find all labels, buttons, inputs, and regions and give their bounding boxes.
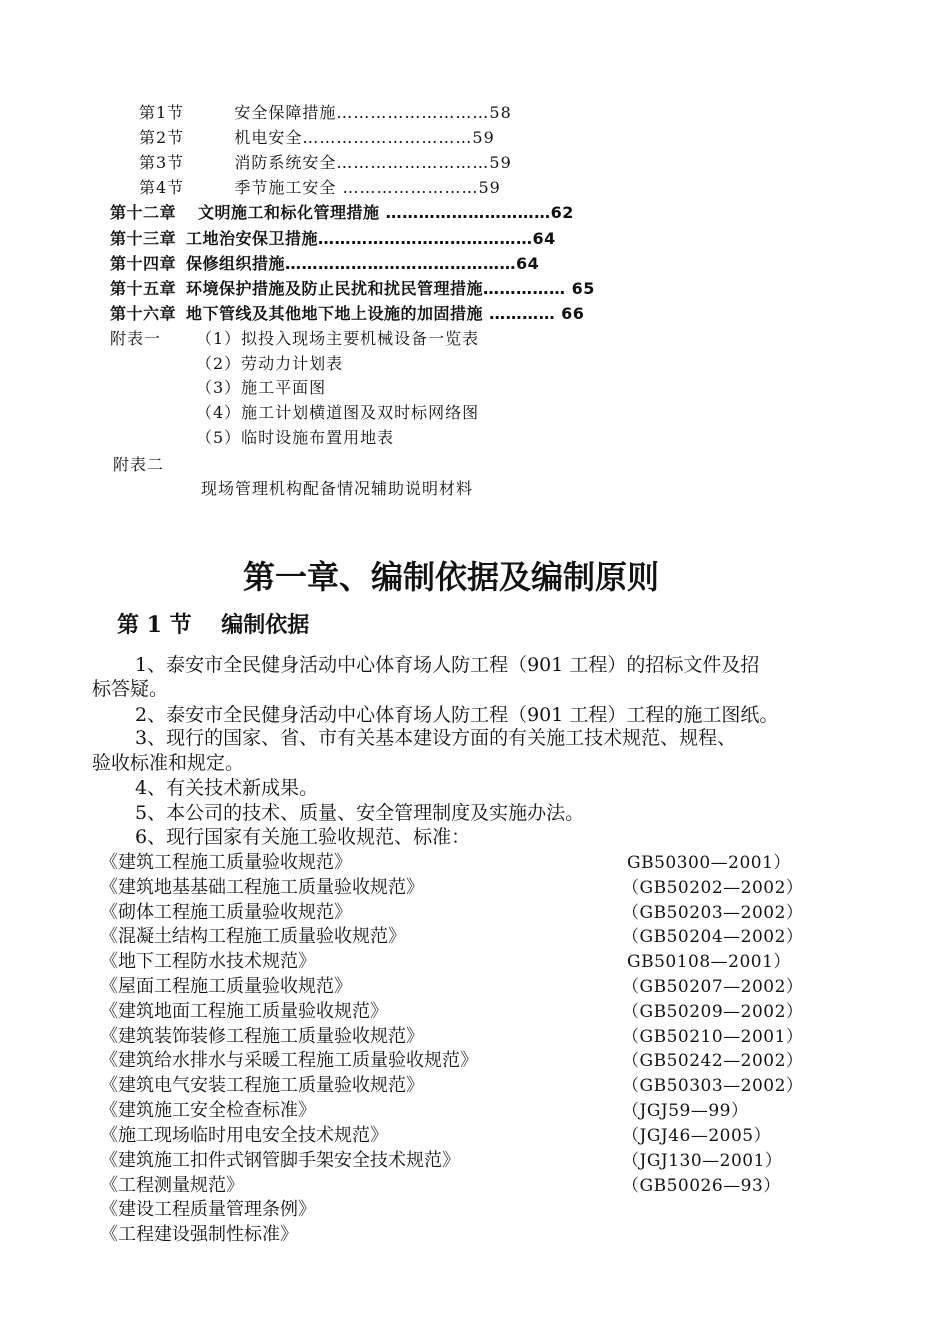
paragraph-4: 4、有关技术新成果。	[135, 777, 319, 799]
standard-name: 《混凝土结构工程施工质量验收规范》	[100, 926, 406, 947]
toc-page-number: 58	[489, 103, 512, 122]
toc-section-number: 第4节	[139, 178, 185, 197]
toc-leader-dots: …………………………	[302, 128, 473, 147]
standard-name: 《建筑装饰装修工程施工质量验收规范》	[100, 1026, 424, 1047]
standard-code: （JGJ46—2005）	[622, 1126, 772, 1146]
standard-name: 《施工现场临时用电安全技术规范》	[100, 1125, 388, 1146]
toc-section-3	[139, 150, 512, 173]
toc-chapter-15	[110, 276, 595, 299]
toc-chapter-13	[110, 226, 556, 249]
toc-page-number: 59	[472, 128, 495, 147]
toc-chapter-label: 第十五章	[110, 279, 177, 298]
appendix-2-label: 附表二	[113, 455, 165, 474]
paragraph-3: 3、现行的国家、省、市有关基本建设方面的有关施工技术规范、规程、	[135, 727, 737, 749]
toc-leader-dots: ………………………	[336, 153, 490, 172]
toc-section-4	[139, 175, 501, 198]
paragraph-1-continuation: 标答疑。	[92, 678, 169, 700]
toc-section-title: 安全保障措施	[234, 103, 337, 122]
appendix-1-item: （3）施工平面图	[196, 378, 327, 397]
toc-chapter-title: 保修组织措施	[186, 254, 286, 273]
standard-code: （JGJ59—99）	[622, 1101, 749, 1121]
standard-code: （GB50242—2002）	[622, 1051, 804, 1071]
appendix-2-item: 现场管理机构配备情况辅助说明材料	[201, 479, 474, 498]
standard-code: （GB50303—2002）	[622, 1076, 804, 1096]
toc-chapter-label: 第十四章	[110, 254, 177, 273]
toc-section-2	[139, 125, 495, 148]
standard-code: （GB50203—2002）	[622, 903, 804, 923]
toc-page-number: 64	[516, 254, 540, 273]
toc-page-number: 62	[550, 203, 574, 222]
toc-section-number: 第3节	[139, 153, 185, 172]
appendix-1-label: 附表一	[110, 329, 162, 348]
standard-name: 《工程测量规范》	[100, 1175, 244, 1196]
toc-leader-dots: ……………………	[336, 178, 479, 197]
standard-name: 《建筑地基基础工程施工质量验收规范》	[100, 877, 424, 898]
toc-section-title: 消防系统安全	[234, 153, 337, 172]
standard-name: 《建筑地面工程施工质量验收规范》	[100, 1001, 388, 1022]
appendix-1-item: （2）劳动力计划表	[196, 354, 344, 373]
standard-code: （JGJ130—2001）	[622, 1151, 783, 1171]
standard-code: （GB50202—2002）	[622, 878, 804, 898]
standard-name: 《地下工程防水技术规范》	[100, 951, 316, 972]
toc-page-number: 64	[532, 229, 556, 248]
standard-name: 《建筑电气安装工程施工质量验收规范》	[100, 1075, 424, 1096]
toc-leader-dots: …………………………	[379, 203, 551, 222]
standard-name: 《建筑施工安全检查标准》	[100, 1100, 316, 1121]
toc-leader-dots: …………………………………	[318, 229, 533, 248]
toc-chapter-label: 第十三章	[110, 229, 177, 248]
toc-section-title: 季节施工安全	[234, 178, 337, 197]
toc-section-number: 第1节	[139, 103, 185, 122]
toc-chapter-label: 第十二章	[110, 203, 177, 222]
toc-chapter-label: 第十六章	[110, 304, 177, 323]
toc-section-title: 机电安全	[234, 128, 303, 147]
standard-code: （GB50210—2001）	[622, 1027, 804, 1047]
toc-page-number: 59	[489, 153, 512, 172]
toc-leader-dots: ………………………	[336, 103, 490, 122]
paragraph-2: 2、泰安市全民健身活动中心体育场人防工程（901 工程）工程的施工图纸。	[135, 704, 779, 726]
standard-name: 《建筑施工扣件式钢管脚手架安全技术规范》	[100, 1150, 460, 1171]
standard-name: 《建筑工程施工质量验收规范》	[100, 852, 352, 873]
toc-page-number: 65	[571, 279, 595, 298]
standard-name: 《砌体工程施工质量验收规范》	[100, 902, 352, 923]
appendix-1-item: （1）拟投入现场主要机械设备一览表	[196, 329, 480, 348]
toc-chapter-title: 环境保护措施及防止民扰和扰民管理措施	[186, 279, 484, 298]
section-title: 第 1 节 编制依据	[117, 612, 310, 638]
toc-chapter-16	[110, 301, 584, 324]
paragraph-1: 1、泰安市全民健身活动中心体育场人防工程（901 工程）的招标文件及招	[135, 654, 760, 676]
toc-leader-dots: …………	[483, 304, 562, 323]
standard-name: 《建设工程质量管理条例》	[100, 1199, 316, 1220]
standard-name: 《屋面工程施工质量验收规范》	[100, 976, 352, 997]
appendix-1-item: （4）施工计划横道图及双时标网络图	[196, 403, 480, 422]
paragraph-5: 5、本公司的技术、质量、安全管理制度及实施办法。	[135, 802, 585, 824]
standard-name: 《工程建设强制性标准》	[100, 1224, 298, 1245]
toc-chapter-title: 工地治安保卫措施	[186, 229, 319, 248]
toc-section-1	[139, 100, 512, 123]
standard-code: （GB50209—2002）	[622, 1002, 804, 1022]
toc-chapter-12	[110, 200, 574, 223]
toc-page-number: 59	[478, 178, 501, 197]
toc-leader-dots: ……………………………………	[285, 254, 517, 273]
standard-code: GB50300—2001）	[627, 853, 791, 873]
toc-page-number: 66	[561, 304, 585, 323]
toc-chapter-title: 地下管线及其他地下地上设施的加固措施	[186, 304, 484, 323]
chapter-title: 第一章、编制依据及编制原则	[243, 558, 660, 596]
standard-code: （GB50207—2002）	[622, 977, 804, 997]
toc-chapter-14	[110, 251, 539, 274]
appendix-1-item: （5）临时设施布置用地表	[196, 428, 395, 447]
standard-name: 《建筑给水排水与采暖工程施工质量验收规范》	[100, 1050, 478, 1071]
standard-code: （GB50204—2002）	[622, 927, 804, 947]
toc-chapter-title: 文明施工和标化管理措施	[198, 203, 380, 222]
toc-section-number: 第2节	[139, 128, 185, 147]
paragraph-6: 6、现行国家有关施工验收规范、标准：	[135, 826, 471, 848]
paragraph-3-continuation: 验收标准和规定。	[92, 752, 245, 774]
standard-code: （GB50026—93）	[622, 1176, 781, 1196]
standard-code: GB50108—2001）	[627, 952, 791, 972]
toc-leader-dots: ……………	[483, 279, 572, 298]
